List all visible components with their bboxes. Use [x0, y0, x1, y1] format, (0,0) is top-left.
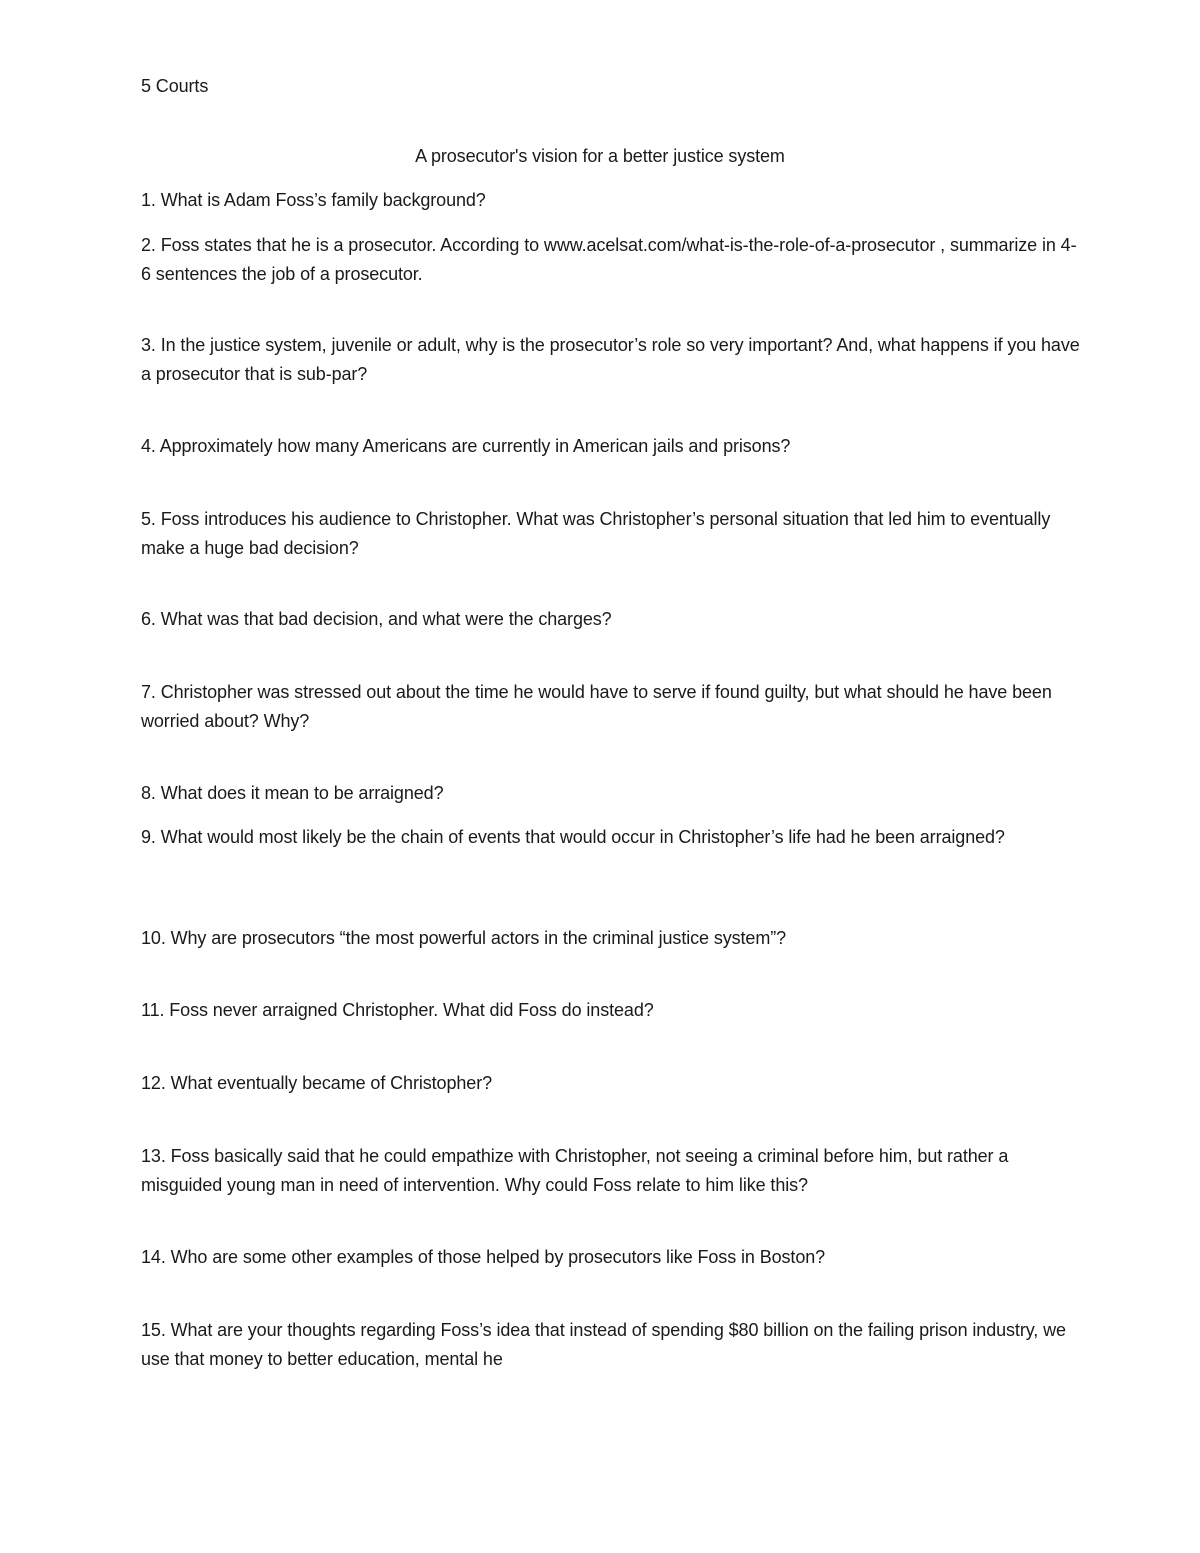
question-8: 8. What does it mean to be arraigned? — [141, 783, 444, 803]
question-5: 5. Foss introduces his audience to Christopher. What was Christopher’s personal situation that led him to eventually make a huge bad decision? — [141, 509, 1051, 558]
question-4: 4. Approximately how many Americans are currently in American jails and prisons? — [141, 436, 791, 456]
document-title: A prosecutor's vision for a better justice system — [415, 146, 785, 166]
question-9: 9. What would most likely be the chain of events that would occur in Christopher’s life had he been arraigned? — [141, 827, 1005, 847]
question-2: 2. Foss states that he is a prosecutor. According to www.acelsat.com/what-is-the-role-of-a-prosecutor , summarize in 4-6 sentences the job of a prosecutor. — [141, 235, 1077, 284]
question-6: 6. What was that bad decision, and what were the charges? — [141, 609, 612, 629]
question-7: 7. Christopher was stressed out about the time he would have to serve if found guilty, but what should he have been worried about? Why? — [141, 682, 1052, 731]
question-1: 1. What is Adam Foss’s family background? — [141, 190, 486, 210]
question-10: 10. Why are prosecutors “the most powerful actors in the criminal justice system”? — [141, 928, 787, 948]
question-15: 15. What are your thoughts regarding Foss’s idea that instead of spending $80 billion on the failing prison industry, we use that money to better education, mental he — [141, 1320, 1066, 1369]
question-13: 13. Foss basically said that he could empathize with Christopher, not seeing a criminal before him, but rather a misguided young man in need of intervention. Why could Foss relate to him like this? — [141, 1146, 1009, 1195]
question-3: 3. In the justice system, juvenile or adult, why is the prosecutor’s role so very important? And, what happens if you have a prosecutor that is sub-par? — [141, 335, 1080, 384]
question-11: 11. Foss never arraigned Christopher. What did Foss do instead? — [141, 1000, 654, 1020]
course-label: 5 Courts — [141, 76, 209, 96]
question-14: 14. Who are some other examples of those helped by prosecutors like Foss in Boston? — [141, 1247, 826, 1267]
question-12: 12. What eventually became of Christopher? — [141, 1073, 492, 1093]
